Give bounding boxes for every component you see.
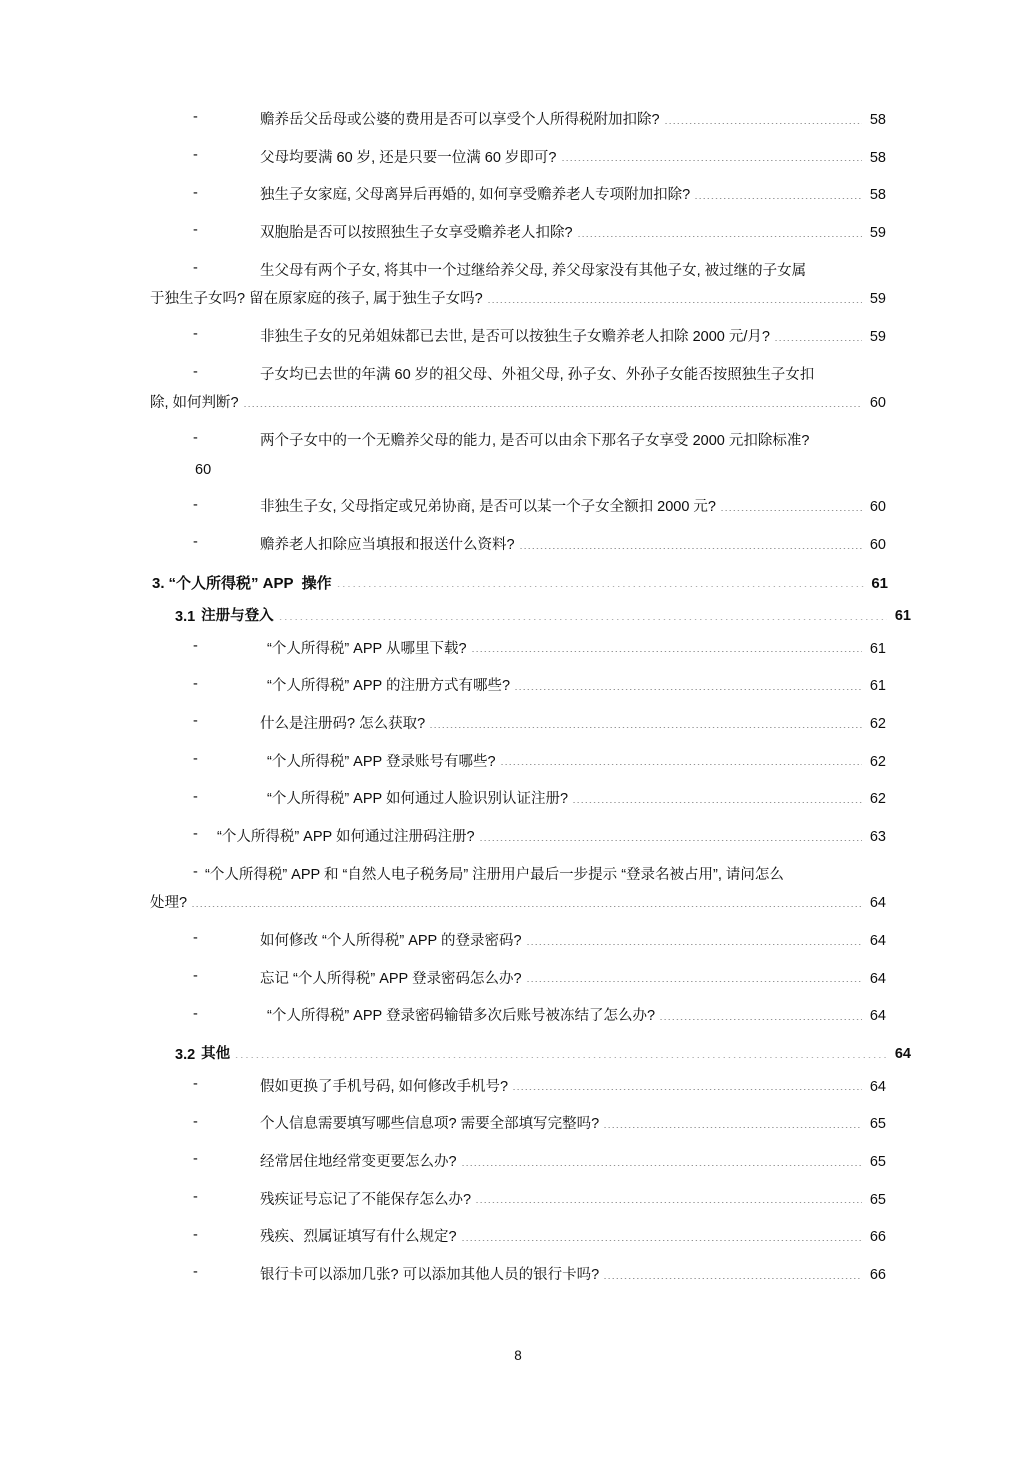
toc-heading-number: 3. [152,574,165,592]
bullet-dash-icon: - [193,675,198,692]
toc-entry-label: 如何修改 “个人所得税” APP 的登录密码? [260,933,522,950]
toc-dot-leader [429,727,862,728]
toc-page-number: 58 [869,112,886,128]
toc-entry-label: 赡养岳父岳母或公婆的费用是否可以享受个人所得税附加扣除? [260,112,660,128]
toc-entry-label: 残疾、烈属证填写有什么规定? [260,1229,457,1246]
toc-heading-label: 其他 [201,1046,231,1063]
toc-dot-leader [191,906,862,907]
bullet-dash-icon: - [193,1113,198,1130]
toc-entry[interactable] [150,750,886,771]
toc-dot-leader [664,123,862,124]
toc-dot-leader [243,406,862,407]
bullet-dash-icon: - [193,496,198,513]
toc-page-number: 61 [869,640,886,657]
toc-page-number: 64 [869,1078,886,1095]
toc-entry-label: 银行卡可以添加几张? 可以添加其他人员的银行卡吗? [260,1267,600,1284]
toc-entry[interactable] [150,1226,886,1246]
toc-dot-leader [461,1240,862,1241]
toc-page-number: 64 [869,970,886,987]
toc-entry-label-line1: 生父母有两个子女, 将其中一个过继给养父母, 养父母家没有其他子女, 被过继的子女属 [260,262,807,279]
toc-heading-level1[interactable] [150,575,888,592]
bullet-dash-icon: - [193,826,198,843]
toc-entry[interactable] [150,259,886,308]
toc-entry-label: “个人所得税” APP 如何通过人脸识别认证注册? [267,791,569,808]
toc-page-number: 66 [869,1229,886,1246]
toc-entry[interactable] [150,1188,886,1209]
toc-dot-leader [278,619,887,620]
toc-entry-label: 父母均要满 60 岁, 还是只要一位满 60 岁即可? [260,149,557,166]
toc-page-number: 62 [869,716,886,732]
toc-dot-leader [526,944,862,945]
toc-dot-leader [694,198,862,199]
toc-entry[interactable] [150,146,886,167]
toc-entry[interactable] [150,930,886,950]
toc-page-number: 61 [894,607,911,624]
toc-dot-leader [603,1127,862,1128]
toc-heading-label: 注册与登入 [201,607,274,624]
toc-entry-label-line1: 子女均已去世的年满 60 岁的祖父母、外祖父母, 孙子女、外孙子女能否按照独生子女扣 [260,366,815,383]
toc-entry[interactable] [150,788,886,808]
toc-page-number: 60 [195,461,212,478]
toc-page-number: 58 [869,149,886,166]
toc-entry-label: “个人所得税” APP 如何通过注册码注册? [217,829,475,846]
toc-entry-label: 忘记 “个人所得税” APP 登录密码怎么办? [260,970,522,987]
toc-page-number: 65 [869,1116,886,1133]
toc-dot-leader [514,689,862,690]
toc-heading-label: “个人所得税” APP 操作 [168,574,332,592]
toc-dot-leader [720,510,862,511]
toc-entry[interactable] [150,534,886,554]
toc-heading-level2[interactable] [150,608,911,625]
toc-page-number: 62 [869,753,886,770]
toc-dot-leader [561,160,863,161]
bullet-dash-icon: - [193,109,198,126]
toc-entry[interactable] [150,1005,886,1025]
toc-page-number: 59 [869,225,886,242]
toc-page-number: 63 [869,829,886,846]
bullet-dash-icon: - [193,1264,198,1281]
table-of-contents [150,109,911,1305]
toc-entry-label-line1: “个人所得税” APP 和 “自然人电子税务局” 注册用户最后一步提示 “登录名被占用”, 请问怎么 [205,866,784,883]
toc-dot-leader [475,1202,862,1203]
toc-page-number: 65 [869,1154,886,1171]
toc-entry-label-line2: 处理? [150,895,188,912]
toc-entry[interactable] [150,1264,886,1284]
toc-entry[interactable] [150,1075,886,1096]
bullet-dash-icon: - [193,1226,198,1243]
bullet-dash-icon: - [193,1075,198,1092]
bullet-dash-icon: - [193,222,198,239]
toc-entry-label: 非独生子女, 父母指定或兄弟协商, 是否可以某一个子女全额扣 2000 元? [260,499,716,516]
toc-dot-leader [500,764,862,765]
toc-heading-level2[interactable] [150,1046,911,1063]
toc-heading-number: 3.2 [175,1046,196,1063]
bullet-dash-icon: - [193,1151,198,1168]
toc-entry-label: “个人所得税” APP 的注册方式有哪些? [267,678,511,695]
toc-entry-label-line1: 两个子女中的一个无赡养父母的能力, 是否可以由余下那名子女享受 2000 元扣除标准? [260,433,810,450]
toc-entry[interactable] [150,637,886,658]
toc-dot-leader [659,1019,862,1020]
toc-dot-leader [234,1057,887,1058]
toc-entry-label: 非独生子女的兄弟姐妹都已去世, 是否可以按独生子女赡养老人扣除 2000 元/月? [260,329,770,346]
toc-entry-label-line2: 于独生子女吗? 留在原家庭的孩子, 属于独生子女吗? [150,291,483,308]
toc-entry-label: 赡养老人扣除应当填报和报送什么资料? [260,537,515,554]
bullet-dash-icon: - [193,184,198,201]
toc-entry[interactable] [150,184,886,204]
toc-entry-label: “个人所得税” APP 从哪里下载? [267,640,467,657]
toc-heading-number: 3.1 [175,608,196,625]
bullet-dash-icon: - [193,1005,198,1022]
bullet-dash-icon: - [193,430,198,447]
bullet-dash-icon: - [193,637,198,654]
toc-page-number: 61 [869,678,886,695]
toc-entry[interactable] [150,496,886,516]
toc-dot-leader [526,981,862,982]
toc-entry[interactable] [150,826,886,846]
page-number-footer: 8 [514,1348,522,1363]
bullet-dash-icon: - [193,788,198,805]
toc-entry[interactable] [150,713,886,733]
bullet-dash-icon: - [193,930,198,947]
toc-entry[interactable] [150,675,886,695]
toc-page-number: 60 [869,395,886,412]
toc-entry-label: “个人所得税” APP 登录账号有哪些? [267,753,496,770]
toc-dot-leader [471,651,862,652]
toc-page-number: 61 [871,574,888,592]
toc-dot-leader [603,1278,862,1279]
toc-entry[interactable] [150,967,886,988]
bullet-dash-icon: - [193,1188,198,1205]
bullet-dash-icon: - [193,713,198,730]
toc-page-number: 64 [869,933,886,950]
toc-entry[interactable] [150,109,886,129]
toc-dot-leader [512,1089,862,1090]
toc-page-number: 62 [869,791,886,808]
toc-page-number: 58 [869,187,886,204]
toc-page-number: 59 [869,291,886,308]
toc-entry-label: 假如更换了手机号码, 如何修改手机号? [260,1078,509,1095]
toc-entry[interactable] [150,363,886,412]
toc-entry-label: 个人信息需要填写哪些信息项? 需要全部填写完整吗? [260,1116,600,1133]
bullet-dash-icon: - [193,967,198,984]
toc-page-number: 59 [869,329,886,346]
toc-page-number: 64 [894,1046,911,1063]
bullet-dash-icon: - [193,750,198,767]
toc-entry-label: “个人所得税” APP 登录密码输错多次后账号被冻结了怎么办? [267,1008,656,1025]
toc-entry-label-line2: 除, 如何判断? [150,395,239,412]
toc-entry[interactable] [150,1151,886,1171]
toc-entry[interactable] [150,430,886,478]
toc-page-number: 60 [869,537,886,554]
toc-dot-leader [487,302,862,303]
toc-dot-leader [572,802,862,803]
toc-dot-leader [519,548,862,549]
toc-page-number: 64 [869,1008,886,1025]
toc-dot-leader [336,586,864,587]
toc-dot-leader [479,840,862,841]
toc-dot-leader [577,236,862,237]
bullet-dash-icon: - [193,534,198,551]
toc-entry[interactable] [150,222,886,242]
bullet-dash-icon: - [193,259,198,276]
toc-dot-leader [461,1165,862,1166]
bullet-dash-icon: - [193,363,198,380]
bullet-dash-icon: - [193,326,198,343]
toc-dot-leader [774,340,862,341]
toc-entry[interactable] [150,1113,886,1133]
toc-entry[interactable] [150,326,886,346]
toc-page-number: 60 [869,499,886,516]
toc-page-number: 65 [869,1191,886,1208]
bullet-dash-icon: - [193,863,198,880]
toc-entry-label: 独生子女家庭, 父母离异后再婚的, 如何享受赡养老人专项附加扣除? [260,187,691,204]
toc-entry-label: 经常居住地经常变更要怎么办? [260,1154,457,1171]
toc-entry-label: 双胞胎是否可以按照独生子女享受赡养老人扣除? [260,225,573,242]
toc-page-number: 66 [869,1267,886,1284]
toc-entry[interactable] [150,863,886,912]
toc-page-number: 64 [869,895,886,912]
toc-entry-label: 什么是注册码? 怎么获取? [260,716,426,732]
bullet-dash-icon: - [193,146,198,163]
toc-entry-label: 残疾证号忘记了不能保存怎么办? [260,1191,472,1208]
